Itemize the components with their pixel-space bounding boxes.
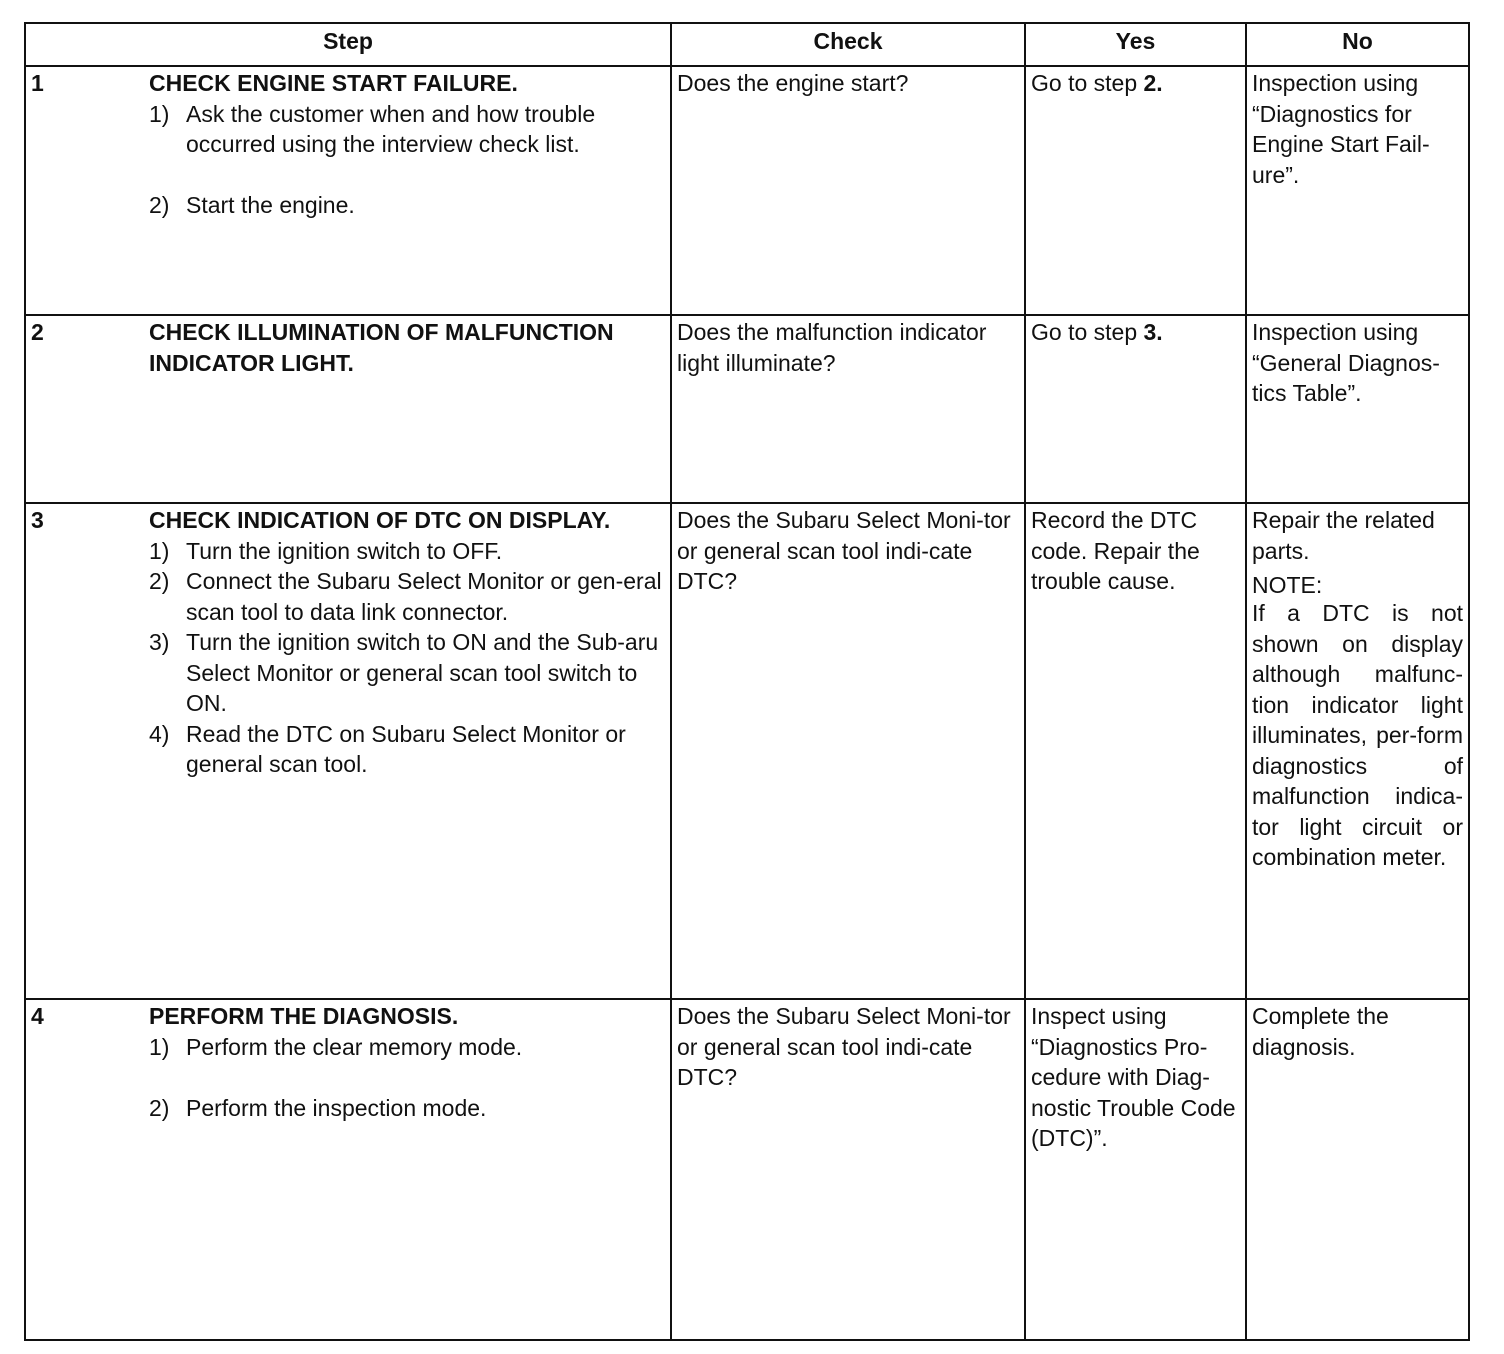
- substep: 3) Turn the ignition switch to ON and the Sub-aru Select Monitor or general scan tool switch to ON.: [149, 629, 659, 716]
- header-yes: Yes: [1025, 23, 1246, 66]
- yes-cell: Record the DTC code. Repair the trouble cause.: [1025, 503, 1246, 999]
- table-row: [25, 66, 1469, 315]
- table-row: [25, 999, 1469, 1340]
- yes-cell: Go to step 2.: [1025, 66, 1246, 315]
- diagnostic-table: [24, 22, 1470, 1341]
- note-text: If a DTC is not shown on display although malfunc-tion indicator light illuminates, per-form diagnostics of malfunction indica-tor light circuit or combination meter.: [1252, 600, 1463, 870]
- check-cell: Does the malfunction indicator light illuminate?: [671, 315, 1025, 503]
- step-title: PERFORM THE DIAGNOSIS.: [149, 1003, 459, 1029]
- yes-cell: Go to step 3.: [1025, 315, 1246, 503]
- step-cell: [25, 315, 671, 503]
- step-cell: [25, 66, 671, 315]
- yes-step-ref: 3.: [1143, 319, 1163, 345]
- step-number: 1: [31, 70, 44, 96]
- substep: 1) Ask the customer when and how trouble occurred using the interview check list.: [149, 100, 596, 157]
- check-cell: Does the Subaru Select Moni-tor or general scan tool indi-cate DTC?: [671, 999, 1025, 1340]
- step-cell: [25, 503, 671, 999]
- no-cell: Inspection using “General Diagnos-tics Table”.: [1246, 315, 1469, 503]
- substep: 1) Perform the clear memory mode.: [149, 1033, 523, 1060]
- no-cell: [1246, 503, 1469, 999]
- table-row: [25, 503, 1469, 999]
- check-cell: Does the engine start?: [671, 66, 1025, 315]
- substep: 2) Start the engine.: [149, 192, 355, 218]
- step-title: CHECK ILLUMINATION OF MALFUNCTION INDICATOR LIGHT.: [149, 319, 614, 376]
- header-no: No: [1246, 23, 1469, 66]
- step-cell: [25, 999, 671, 1340]
- header-check: Check: [671, 23, 1025, 66]
- substep: 2) Perform the inspection mode.: [149, 1094, 487, 1121]
- table-row: [25, 315, 1469, 503]
- step-title: CHECK ENGINE START FAILURE.: [149, 70, 518, 96]
- yes-cell: Inspect using “Diagnostics Pro-cedure with Diag-nostic Trouble Code (DTC)”.: [1025, 999, 1246, 1340]
- note-label: NOTE:: [1252, 572, 1323, 598]
- no-text: Repair the related parts.: [1252, 507, 1435, 564]
- step-number: 2: [31, 319, 44, 345]
- table-header-row: [25, 23, 1469, 66]
- no-cell: Complete the diagnosis.: [1246, 999, 1469, 1340]
- step-number: 4: [31, 1003, 44, 1029]
- substep-list: [149, 536, 665, 780]
- substep: 4) Read the DTC on Subaru Select Monitor or general scan tool.: [149, 720, 626, 777]
- header-step: Step: [25, 23, 671, 66]
- substep-list: [149, 99, 665, 221]
- yes-step-ref: 2.: [1143, 70, 1163, 96]
- substep: 2) Connect the Subaru Select Monitor or gen-eral scan tool to data link connector.: [149, 568, 662, 625]
- substep: 1) Turn the ignition switch to OFF.: [149, 537, 503, 564]
- step-title: CHECK INDICATION OF DTC ON DISPLAY.: [149, 507, 611, 533]
- substep-list: [149, 1032, 665, 1124]
- step-number: 3: [31, 507, 44, 533]
- check-cell: Does the Subaru Select Moni-tor or general scan tool indi-cate DTC?: [671, 503, 1025, 999]
- no-cell: Inspection using “Diagnostics for Engine Start Fail-ure”.: [1246, 66, 1469, 315]
